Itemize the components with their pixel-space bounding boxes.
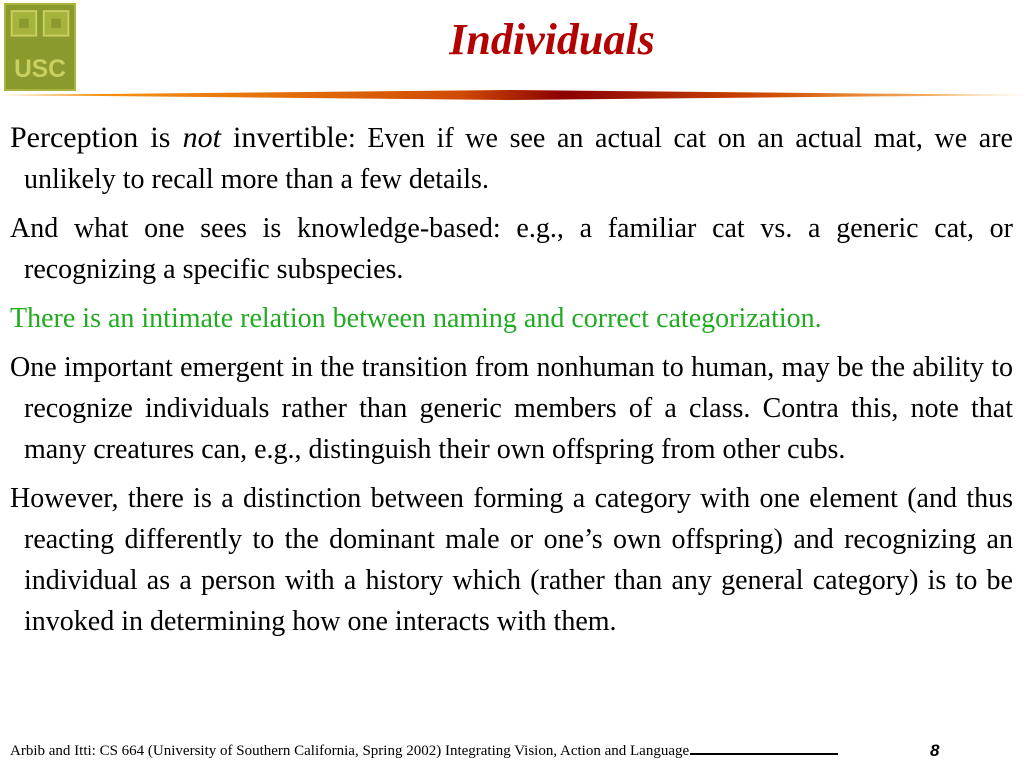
paragraph-emergent: One important emergent in the transition from nonhuman to human, may be the ability to recognize individuals rather than generic members of a class. Contra this, note that many creatures can, e.g., distinguish their own offspring from other cubs. xyxy=(10,352,1013,465)
paragraph-knowledge: And what one sees is knowledge-based: e.g., a familiar cat vs. a generic cat, or recognizing a specific subspecies. xyxy=(10,213,1013,285)
perception-rest: : Even if we see an actual cat on an actual mat, we are unlikely to recall more than a few details. xyxy=(24,123,1013,195)
perception-lead-emphasis: not xyxy=(182,121,221,154)
paragraph-distinction: However, there is a distinction between forming a category with one element (and thus reacting differently to the dominant male or one’s own offspring) and recognizing an individual as a person with a history which (rather than any general category) is to be invoked in determining how one interacts with them. xyxy=(10,483,1013,637)
footer-underline xyxy=(690,745,838,755)
slide-title: Individuals xyxy=(449,15,655,64)
perception-lead-a: Perception is xyxy=(10,121,183,154)
title-divider xyxy=(0,90,1024,100)
paragraph-perception xyxy=(10,117,1013,200)
svg-text:USC: USC xyxy=(14,56,66,84)
footer-text: Arbib and Itti: CS 664 (University of Southern California, Spring 2002) Integrating Vision, Action and Language xyxy=(10,743,690,759)
slide-footer xyxy=(10,743,838,760)
perception-lead-b: invertible xyxy=(220,121,348,154)
page-number: 8 xyxy=(930,741,940,760)
paragraph-naming: There is an intimate relation between naming and correct categorization. xyxy=(10,303,822,334)
slide-body xyxy=(10,117,1013,650)
